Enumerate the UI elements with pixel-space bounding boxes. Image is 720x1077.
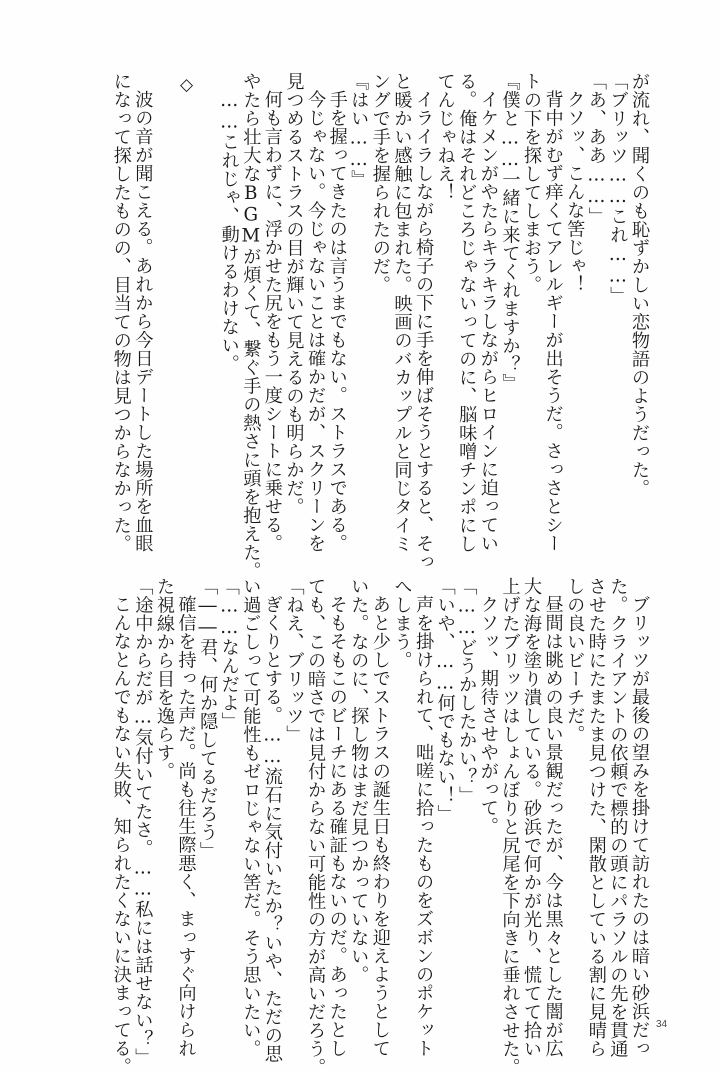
text-line: ングで手を握られたのだ。 bbox=[369, 72, 391, 294]
text-line: 波の音が聞こえる。あれから今日デートした場所を血眼 bbox=[132, 90, 154, 553]
page-number: 34 bbox=[656, 1019, 668, 1030]
text-line: 「ブリッツ……これ……」 bbox=[607, 72, 629, 306]
text-line: 「……どうかしたかい？」 bbox=[456, 577, 478, 805]
text-line: 何も言わずに、浮かせた尻をもう一度シートに乗せる。 bbox=[261, 90, 283, 553]
text-line: そもそもこのビーチにある確証もないのだ。あったとし bbox=[326, 595, 348, 1058]
text-line: やたら壮大なBGMが煩くて、繋ぐ手の熱さに頭を抱えた。 bbox=[240, 72, 262, 580]
text-line: 『僕と……一緒に来てくれますか？』 bbox=[499, 72, 521, 393]
text-line: 「途中からだが…気付いてたさ。……私には話せない？」 bbox=[132, 577, 154, 1067]
text-line: 昼間は眺めの良い景観だったが、今は黒々とした闇が広 bbox=[542, 595, 564, 1058]
text-line: た。クライアントの依頼で標的の頭にパラソルの先を貫通 bbox=[607, 577, 629, 1058]
text-line: になって探したものの、目当ての物は見つからなかった。 bbox=[110, 72, 132, 553]
text-line: イライラしながら椅子の下に手を伸ばそうとすると、そっ bbox=[413, 90, 435, 572]
text-line: させた時にたまたま見つけた、閑散としている割に見晴ら bbox=[585, 577, 607, 1058]
top-text-tier bbox=[110, 72, 650, 580]
text-line: トの下を探してしまおう。 bbox=[521, 72, 543, 294]
text-line: 背中がむず痒くてアレルギーが出そうだ。さっさとシー bbox=[542, 90, 564, 553]
text-line: い過ごしって可能性もゼロじゃない筈だ。そう思いたい。 bbox=[240, 577, 262, 1058]
text-line: 「いや、……何でもない！」 bbox=[434, 577, 456, 824]
text-line: ブリッツが最後の望みを掛けて訪れたのは暗い砂浜だっ bbox=[629, 595, 650, 1058]
text-line: 声を掛けられて、咄嗟に拾ったものをズボンのポケット bbox=[413, 595, 435, 1058]
text-line: ぎくりとする。……流石に気付いたか？いや、ただの思 bbox=[261, 595, 283, 1064]
bottom-text-tier bbox=[110, 577, 650, 1077]
text-line: へしまう。 bbox=[391, 577, 413, 670]
text-line: 「……なんだよ」 bbox=[218, 577, 240, 731]
text-line: 「――君、何か隠してるだろう」 bbox=[197, 577, 219, 861]
text-line: 上げたブリッツはしょんぼりと尻尾を下向きに垂れさせた。 bbox=[499, 577, 521, 1077]
text-line: 手を握ってきたのは言うまでもない。ストラスである。 bbox=[326, 90, 348, 553]
text-line: ……これじゃ、動けるわけない。 bbox=[218, 90, 240, 374]
text-line bbox=[197, 72, 219, 512]
text-line: と暖かい感触に包まれた。映画のバカップルと同じタイミ bbox=[391, 72, 413, 553]
text-line: あと少しでストラスの誕生日も終わりを迎えようとして bbox=[369, 595, 391, 1058]
scene-break-diamond-icon: ◇ bbox=[176, 74, 197, 95]
text-line: る。俺はそれどころじゃないってのに、脳味噌チンポにし bbox=[456, 72, 478, 553]
text-line: いた。なのに、探し物はまだ見つかっていない。 bbox=[348, 577, 370, 984]
text-line: 見つめるストラスの目が輝いて見えるのも明らかだ。 bbox=[283, 72, 305, 516]
text-line: 「あ、ああ……」 bbox=[585, 72, 607, 226]
text-line: 『はい……』 bbox=[348, 72, 370, 189]
text-line: こんなとんでもない失敗、知られたくないに決まってる。 bbox=[110, 595, 132, 1077]
text-line: た視線から目を逸らす。 bbox=[153, 577, 175, 781]
text-line: 今じゃない。今じゃないことは確かだが、スクリーンを bbox=[305, 90, 327, 553]
text-line: ても、この暗さでは見付からない可能性の方が高いだろう。 bbox=[305, 577, 327, 1077]
text-line: てんじゃねえ！ bbox=[434, 72, 456, 202]
text-line: 「ねえ、ブリッツ」 bbox=[283, 577, 305, 744]
text-line: 確信を持った声だ。尚も往生際悪く、まっすぐ向けられ bbox=[175, 595, 197, 1058]
text-line: しの良いビーチだ。 bbox=[564, 577, 586, 744]
text-line bbox=[153, 72, 175, 512]
text-line: クソッ、こんな筈じゃ！ bbox=[564, 90, 586, 294]
text-line: クソッ、期待させやがって。 bbox=[477, 595, 499, 836]
text-line: 大な海を塗り潰している。砂浜で何かが光り、慌てて拾い bbox=[521, 577, 543, 1058]
text-line: が流れ、聞くのも恥ずかしい恋物語のようだった。 bbox=[629, 72, 650, 498]
text-line: イケメンがやたらキラキラしながらヒロインに迫ってい bbox=[477, 90, 499, 553]
